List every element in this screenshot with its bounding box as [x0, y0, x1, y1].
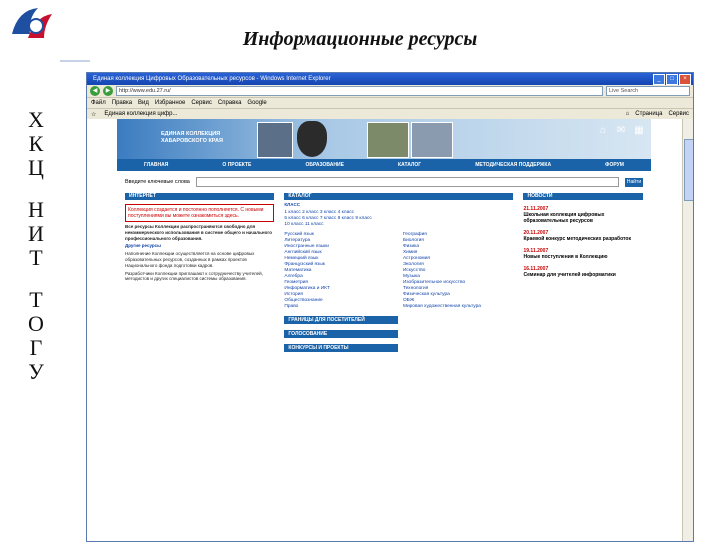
notice-box: Коллекция создается и постоянно пополняется. С новыми поступлениями вы можете ознакомиться здесь.: [125, 204, 274, 222]
header-photo: [411, 122, 453, 158]
page-viewport: [87, 119, 693, 541]
scrollbar-thumb[interactable]: [684, 139, 694, 201]
header-photo: [257, 122, 293, 158]
website: [117, 119, 651, 541]
letter: К: [28, 131, 44, 156]
news-date: 16.11.2007: [523, 266, 549, 272]
subject-link[interactable]: Обществознание: [284, 297, 323, 303]
home-icon[interactable]: ⌂: [599, 125, 607, 136]
menu-help[interactable]: Справка: [217, 100, 242, 106]
subject-link[interactable]: Английский язык: [284, 249, 322, 255]
window-title: Единая коллекция Цифровых Образовательных ресурсов - Windows Internet Explorer: [93, 76, 331, 82]
site-search-input[interactable]: [196, 177, 619, 187]
subject-link[interactable]: Французский язык: [284, 261, 325, 267]
voting-button[interactable]: ГОЛОСОВАНИЕ: [284, 330, 398, 338]
subject-link[interactable]: География: [402, 231, 427, 237]
sitemap-icon[interactable]: ▦: [634, 125, 644, 136]
news-date: 21.11.2007: [523, 206, 549, 212]
subject-link[interactable]: Информатика и ИКТ: [284, 285, 330, 291]
paragraph: Разработчики Коллекции приглашают к сотрудничеству учителей, методистов и других специалистов системы образования.: [125, 270, 263, 282]
subject-link[interactable]: Изобразительное искусство: [402, 279, 466, 285]
subject-link[interactable]: Физическая культура: [402, 291, 450, 297]
left-section-bar: ИНТЕРНЕТ: [125, 193, 274, 200]
subject-link[interactable]: Математика: [284, 267, 312, 273]
close-button[interactable]: ×: [679, 74, 691, 85]
letter: И: [28, 221, 44, 246]
news-date: 19.11.2007: [523, 248, 549, 254]
forward-icon[interactable]: ▶: [103, 86, 113, 96]
menu-bar: [87, 98, 693, 109]
site-name: ЕДИНАЯ КОЛЛЕКЦИЯ ХАБАРОВСКОГО КРАЯ: [161, 131, 223, 144]
visitors-button[interactable]: ГРАНИЦЫ ДЛЯ ПОСЕТИТЕЛЕЙ: [284, 316, 398, 324]
site-header: [117, 119, 651, 159]
subject-link[interactable]: Искусство: [402, 267, 426, 273]
search-label: Введите ключевые слова: [125, 179, 190, 185]
news-date: 20.11.2007: [523, 230, 549, 236]
news-title[interactable]: Семинар для учителей информатики: [523, 272, 616, 278]
tools-menu[interactable]: Сервис: [668, 111, 689, 117]
browser-window: [86, 72, 694, 542]
catalog-bar: КАТАЛОГ: [284, 193, 513, 200]
news-column: [523, 193, 643, 352]
slide-title: Информационные ресурсы: [242, 28, 478, 50]
subject-link[interactable]: Технология: [402, 285, 429, 291]
letter: Т: [29, 245, 43, 270]
letter: О: [28, 311, 44, 336]
letter: Н: [28, 197, 44, 222]
page-menu[interactable]: Страница: [635, 111, 663, 117]
menu-tools[interactable]: Сервис: [191, 100, 212, 106]
address-bar: [87, 85, 693, 98]
menu-view[interactable]: Вид: [138, 100, 149, 106]
vertical-scrollbar[interactable]: [682, 119, 693, 541]
subject-link[interactable]: Биология: [402, 237, 424, 243]
subject-link[interactable]: Русский язык: [284, 231, 314, 237]
news-bar: НОВОСТИ: [523, 193, 643, 200]
subjects-list-b: [403, 232, 514, 310]
subject-link[interactable]: Право: [284, 303, 299, 309]
menu-edit[interactable]: Правка: [111, 100, 133, 106]
news-title[interactable]: Новые поступления в Коллекцию: [523, 254, 608, 260]
contests-button[interactable]: КОНКУРСЫ И ПРОЕКТЫ: [284, 344, 398, 352]
subject-link[interactable]: Мировая художественная культура: [402, 303, 481, 309]
nav-item[interactable]: ГЛАВНАЯ: [144, 162, 169, 168]
subject-link[interactable]: Музыка: [402, 273, 420, 279]
mail-icon[interactable]: ✉: [616, 125, 626, 136]
news-title[interactable]: Краевой конкурс методических разработок: [523, 236, 631, 242]
google-toolbar[interactable]: Google: [247, 100, 267, 106]
subject-link[interactable]: Экология: [402, 261, 424, 267]
letter: Г: [29, 335, 43, 360]
subject-link[interactable]: Химия: [402, 249, 418, 255]
search-input[interactable]: Live Search: [606, 86, 690, 96]
header-photo: [367, 122, 409, 158]
news-title[interactable]: Школьная коллекция цифровых образовательных ресурсов: [523, 212, 605, 224]
nav-item[interactable]: КАТАЛОГ: [398, 162, 422, 168]
back-icon[interactable]: ◀: [90, 86, 100, 96]
maximize-button[interactable]: □: [666, 74, 678, 85]
subject-link[interactable]: Астрономия: [402, 255, 430, 261]
subject-link[interactable]: Геометрия: [284, 279, 308, 285]
class-row[interactable]: 5 класс 6 класс 7 класс 8 класс 9 класс: [284, 215, 372, 221]
region-crest: [297, 121, 327, 157]
subjects-list-a: [284, 232, 395, 310]
menu-favorites[interactable]: Избранное: [154, 100, 186, 106]
nav-item[interactable]: ОБРАЗОВАНИЕ: [305, 162, 344, 168]
home-icon[interactable]: ⌂: [625, 111, 630, 117]
logo-underline: [60, 60, 90, 62]
subject-link[interactable]: Немецкий язык: [284, 255, 319, 261]
nav-item[interactable]: МЕТОДИЧЕСКАЯ ПОДДЕРЖКА: [475, 162, 552, 168]
nav-item[interactable]: ФОРУМ: [605, 162, 624, 168]
subject-link[interactable]: История: [284, 291, 304, 297]
subject-link[interactable]: Иностранные языки: [284, 243, 329, 249]
subject-link[interactable]: Литература: [284, 237, 311, 243]
menu-file[interactable]: Файл: [91, 100, 106, 106]
letter: Т: [29, 287, 43, 312]
class-row[interactable]: 10 класс 11 класс: [284, 221, 324, 227]
site-search: [117, 171, 651, 193]
minimize-button[interactable]: _: [653, 74, 665, 85]
class-header: КЛАСС: [284, 202, 300, 207]
star-icon[interactable]: ☆: [91, 111, 97, 118]
tab-current[interactable]: Единая коллекция цифр...: [104, 111, 178, 117]
paragraph: Все ресурсы Коллекции распространяются свободно для некоммерческого использования в системе общего и начального профессионального образования.: [125, 224, 272, 241]
address-input[interactable]: http://www.edu.27.ru/: [116, 86, 603, 96]
nav-item[interactable]: О ПРОЕКТЕ: [222, 162, 252, 168]
vertical-caption: [24, 108, 48, 384]
other-resources-link[interactable]: Другие ресурсы: [125, 243, 162, 249]
site-nav: [117, 159, 651, 171]
letter: Ц: [28, 155, 44, 180]
center-column: [284, 193, 513, 352]
window-titlebar: [87, 73, 693, 85]
letter: Х: [28, 107, 44, 132]
subject-link[interactable]: ОБЖ: [402, 297, 415, 303]
paragraph: Наполнение Коллекции осуществляется на основе цифровых образовательных ресурсов, созданных в рамках проектов Национального фонда подготовки кадров.: [125, 251, 255, 268]
letter: У: [28, 359, 44, 384]
left-column: [125, 193, 274, 352]
site-search-button[interactable]: Найти: [626, 178, 642, 185]
class-row[interactable]: 1 класс 2 класс 3 класс 4 класс: [284, 209, 355, 215]
subject-link[interactable]: Физика: [402, 243, 420, 249]
subject-link[interactable]: Алгебра: [284, 273, 303, 279]
